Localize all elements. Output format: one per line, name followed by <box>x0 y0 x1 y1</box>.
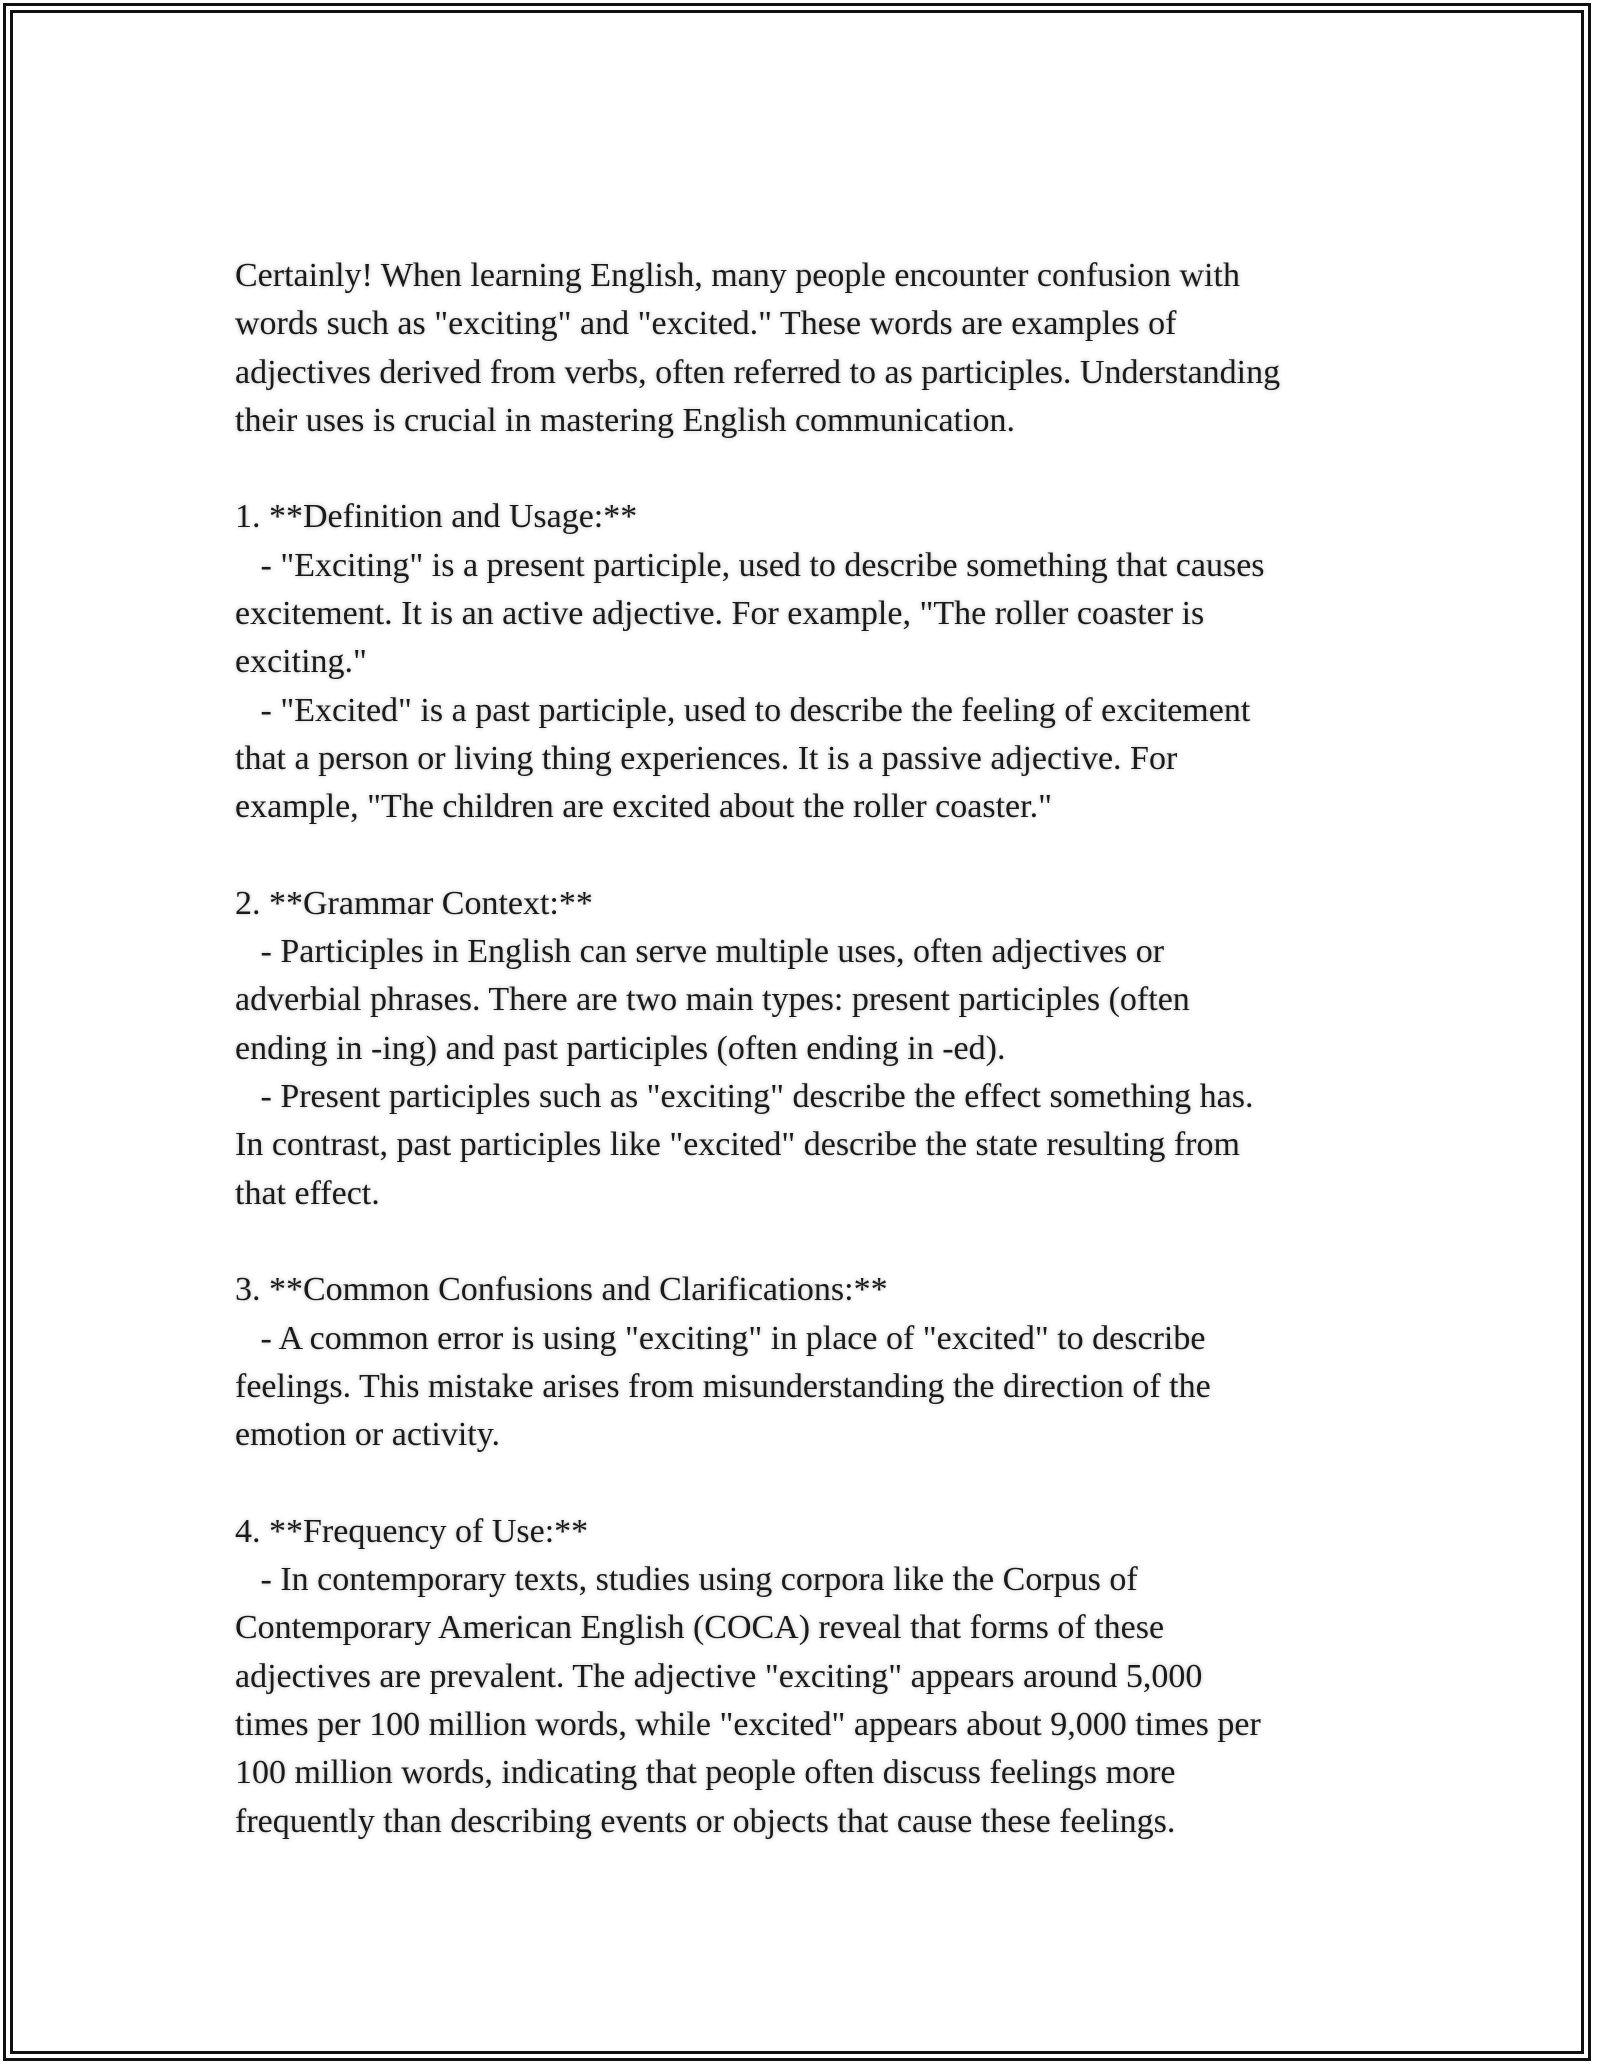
paragraph-spacer <box>235 445 1365 493</box>
section-line: - Present participles such as "exciting" describe the effect something has. <box>235 1078 1254 1116</box>
document-body <box>235 252 1365 1846</box>
section-line: - In contemporary texts, studies using corpora like the Corpus of <box>235 1561 1138 1599</box>
section-line: - A common error is using "exciting" in place of "excited" to describe <box>235 1319 1206 1357</box>
section-heading: 3. **Common Confusions and Clarifications:** <box>235 1271 888 1309</box>
section-line: times per 100 million words, while "excited" appears about 9,000 times per <box>235 1705 1261 1743</box>
section-line: exciting." <box>235 643 367 681</box>
section-frequency-of-use <box>235 1508 1365 1846</box>
intro-line: adjectives derived from verbs, often referred to as participles. Understanding <box>235 353 1281 391</box>
section-line: adverbial phrases. There are two main types: present participles (often <box>235 981 1190 1019</box>
section-line: excitement. It is an active adjective. For example, "The roller coaster is <box>235 595 1205 633</box>
section-line: 100 million words, indicating that people often discuss feelings more <box>235 1754 1176 1792</box>
section-definition-and-usage <box>235 493 1365 831</box>
section-grammar-context <box>235 880 1365 1218</box>
section-line: feelings. This mistake arises from misunderstanding the direction of the <box>235 1367 1211 1405</box>
section-line: ending in -ing) and past participles (often ending in -ed). <box>235 1029 1006 1067</box>
intro-line: Certainly! When learning English, many people encounter confusion with <box>235 257 1240 294</box>
intro-line: words such as "exciting" and "excited." These words are examples of <box>235 305 1177 343</box>
paragraph-spacer <box>235 832 1365 880</box>
intro-paragraph <box>235 252 1365 445</box>
paragraph-spacer <box>235 1218 1365 1266</box>
section-heading: 4. **Frequency of Use:** <box>235 1512 589 1550</box>
section-line: that effect. <box>235 1174 380 1212</box>
section-heading: 2. **Grammar Context:** <box>235 884 593 922</box>
section-line: emotion or activity. <box>235 1416 501 1454</box>
section-line: - "Exciting" is a present participle, used to describe something that causes <box>235 546 1265 584</box>
section-line: Contemporary American English (COCA) reveal that forms of these <box>235 1609 1165 1647</box>
paragraph-spacer <box>235 1459 1365 1507</box>
section-line: adjectives are prevalent. The adjective "exciting" appears around 5,000 <box>235 1657 1203 1695</box>
section-line: - "Excited" is a past participle, used to describe the feeling of excitement <box>235 691 1251 729</box>
section-heading: 1. **Definition and Usage:** <box>235 498 638 536</box>
section-line: that a person or living thing experiences. It is a passive adjective. For <box>235 739 1178 777</box>
section-line: - Participles in English can serve multiple uses, often adjectives or <box>235 933 1165 971</box>
section-line: frequently than describing events or objects that cause these feelings. <box>235 1802 1176 1840</box>
section-line: example, "The children are excited about the roller coaster." <box>235 788 1052 826</box>
section-common-confusions <box>235 1266 1365 1459</box>
section-line: In contrast, past participles like "excited" describe the state resulting from <box>235 1126 1240 1164</box>
intro-line: their uses is crucial in mastering English communication. <box>235 401 1015 439</box>
